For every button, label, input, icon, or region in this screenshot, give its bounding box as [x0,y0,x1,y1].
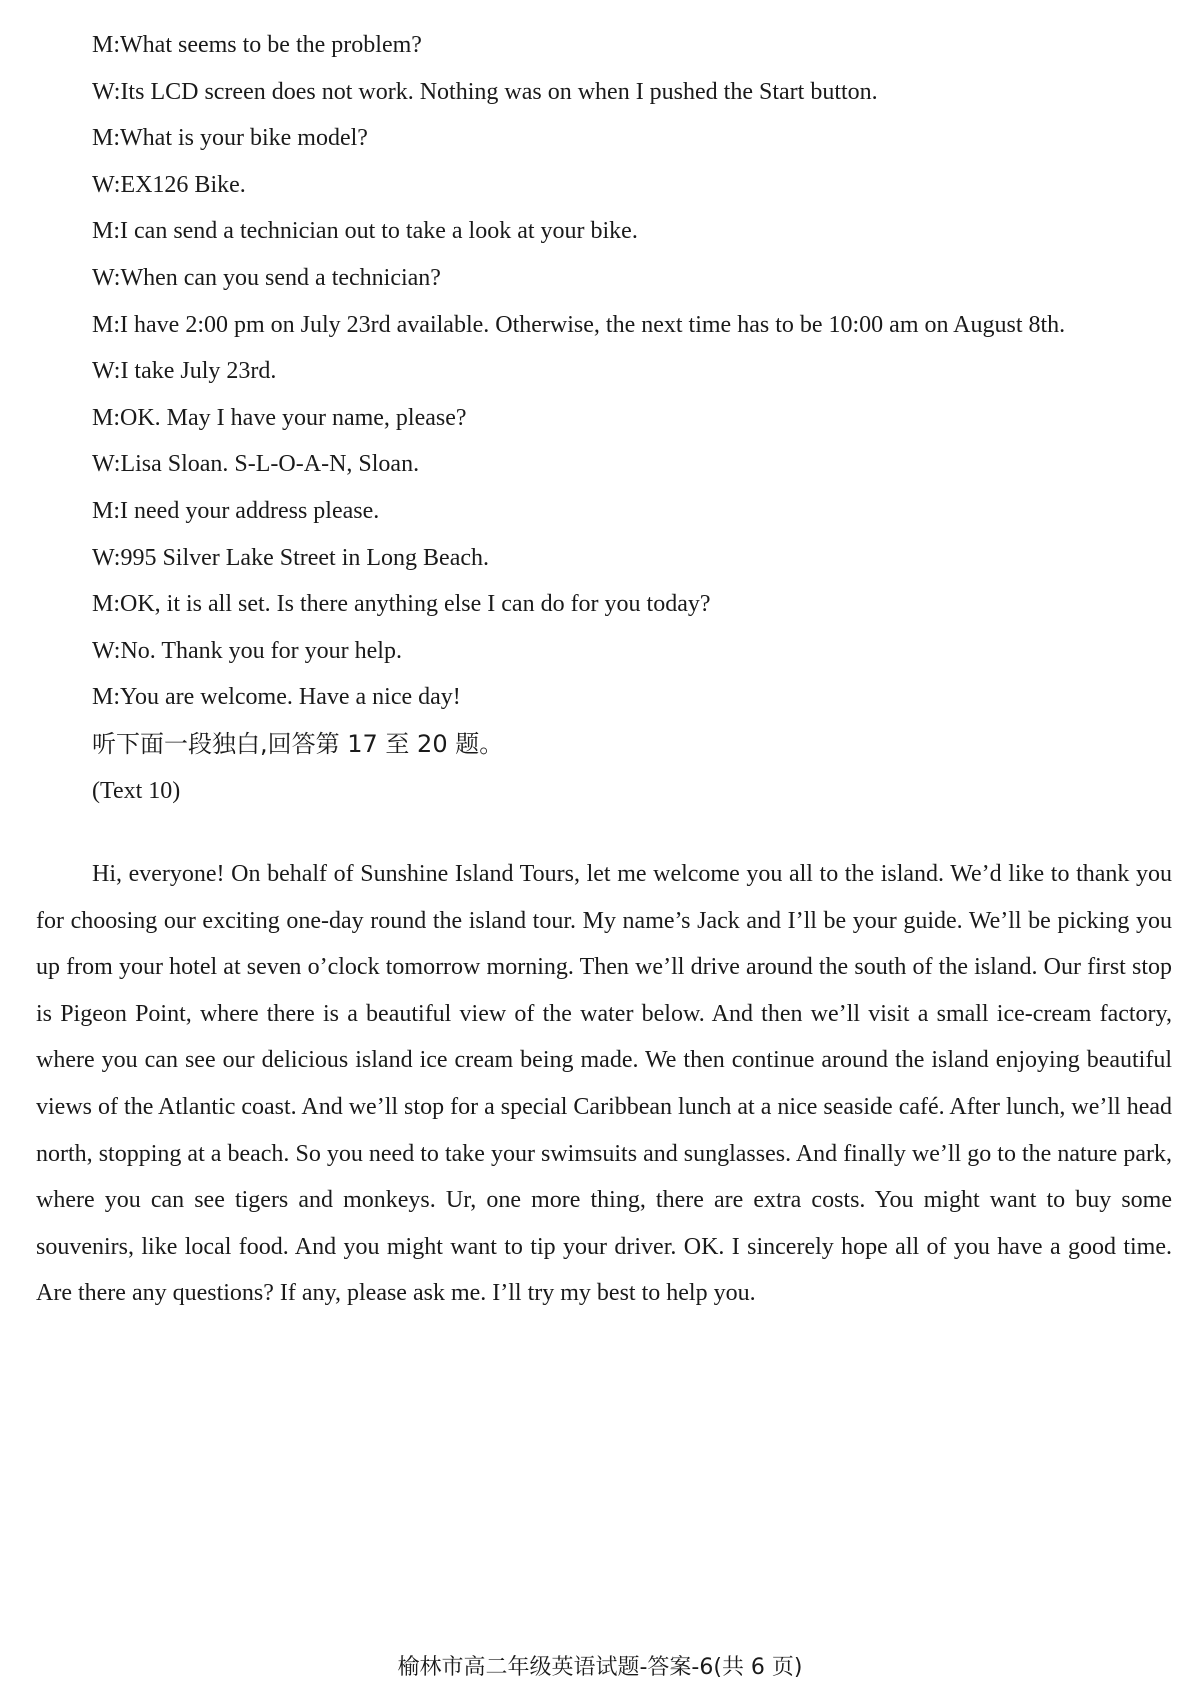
speaker-label: W [92,171,114,198]
dialogue-line: W:Its LCD screen does not work. Nothing was on when I pushed the Start button. [92,78,878,105]
speaker-label: M [92,311,114,338]
speaker-label: W [92,358,114,385]
dialogue-text: Lisa Sloan. S-L-O-A-N, Sloan. [120,451,420,478]
speaker-label: W [92,544,114,571]
speaker-label: M [92,591,114,618]
monologue-paragraph: Hi, everyone! On behalf of Sunshine Island Tours, let me welcome you all to the island. We’d like to thank you for choosing our exciting one-day round the island tour. My name’s Jack and I’ll be your guide. We’ll be picking you up from your hotel at seven o’clock tomorrow morning. Then we’ll drive around the south of the island. Our first stop is Pigeon Point, where there is a beautiful view of the water below. And then we’ll visit a small ice-cream factory, where you can see our delicious island ice cream being made. We then continue around the island enjoying beautiful views of the Atlantic coast. And we’ll stop for a special Caribbean lunch at a nice seaside café. After lunch, we’ll head north, stopping at a beach. So you need to take your swimsuits and sunglasses. And finally we’ll go to the nature park, where you can see tigers and monkeys. Ur, one more thing, there are extra costs. You might want to buy some souvenirs, like local food. And you might want to tip your driver. OK. I sincerely hope all of you have a good time. Are there any questions? If any, please ask me. I’ll try my best to help you. [36,861,1172,1307]
dialogue-line: M:OK. May I have your name, please? [92,404,467,431]
dialogue-line: M:I have 2:00 pm on July 23rd available. Otherwise, the next time has to be 10:00 am on August 8th. [92,311,1066,338]
dialogue-text: I can send a technician out to take a look at your bike. [120,218,638,245]
dialogue-block [92,22,1172,814]
text-label: (Text 10) [92,777,181,804]
dialogue-line: M:I need your address please. [92,497,380,524]
dialogue-line: W:Lisa Sloan. S-L-O-A-N, Sloan. [92,451,420,478]
section-heading: 听下面一段独白,回答第 17 至 20 题。 [92,729,504,758]
dialogue-line: M:What is your bike model? [92,125,368,152]
dialogue-line: W:When can you send a technician? [92,264,441,291]
dialogue-text: OK, it is all set. Is there anything else I can do for you today? [120,591,711,618]
dialogue-text: You are welcome. Have a nice day! [120,684,461,711]
dialogue-text: I need your address please. [120,497,380,524]
speaker-label: W [92,264,114,291]
speaker-label: M [92,497,114,524]
dialogue-text: No. Thank you for your help. [120,637,402,664]
dialogue-line: W:I take July 23rd. [92,358,277,385]
dialogue-text: Its LCD screen does not work. Nothing was on when I pushed the Start button. [120,78,878,105]
dialogue-text: I take July 23rd. [120,358,277,385]
dialogue-line: W:995 Silver Lake Street in Long Beach. [92,544,490,571]
dialogue-line: W:EX126 Bike. [92,171,246,198]
speaker-label: W [92,451,114,478]
dialogue-text: OK. May I have your name, please? [120,404,467,431]
speaker-label: M [92,684,114,711]
speaker-label: M [92,125,114,152]
speaker-label: M [92,404,114,431]
dialogue-text: What seems to be the problem? [120,32,422,58]
speaker-label: W [92,78,114,105]
dialogue-line: M:You are welcome. Have a nice day! [92,684,461,711]
dialogue-text: What is your bike model? [120,125,368,152]
dialogue-text: I have 2:00 pm on July 23rd available. Otherwise, the next time has to be 10:00 am on August 8th. [120,311,1066,338]
dialogue-text: 995 Silver Lake Street in Long Beach. [120,544,490,571]
dialogue-text: When can you send a technician? [120,264,441,291]
dialogue-line: W:No. Thank you for your help. [92,637,402,664]
dialogue-line: M:OK, it is all set. Is there anything else I can do for you today? [92,591,711,618]
speaker-label: W [92,637,114,664]
page-footer: 榆林市高二年级英语试题-答案-6(共 6 页) [397,1655,803,1680]
dialogue-line: M:What seems to be the problem? [92,32,422,58]
speaker-label: M [92,218,114,245]
dialogue-text: EX126 Bike. [120,171,246,198]
dialogue-line: M:I can send a technician out to take a look at your bike. [92,218,638,245]
speaker-label: M [92,32,114,58]
